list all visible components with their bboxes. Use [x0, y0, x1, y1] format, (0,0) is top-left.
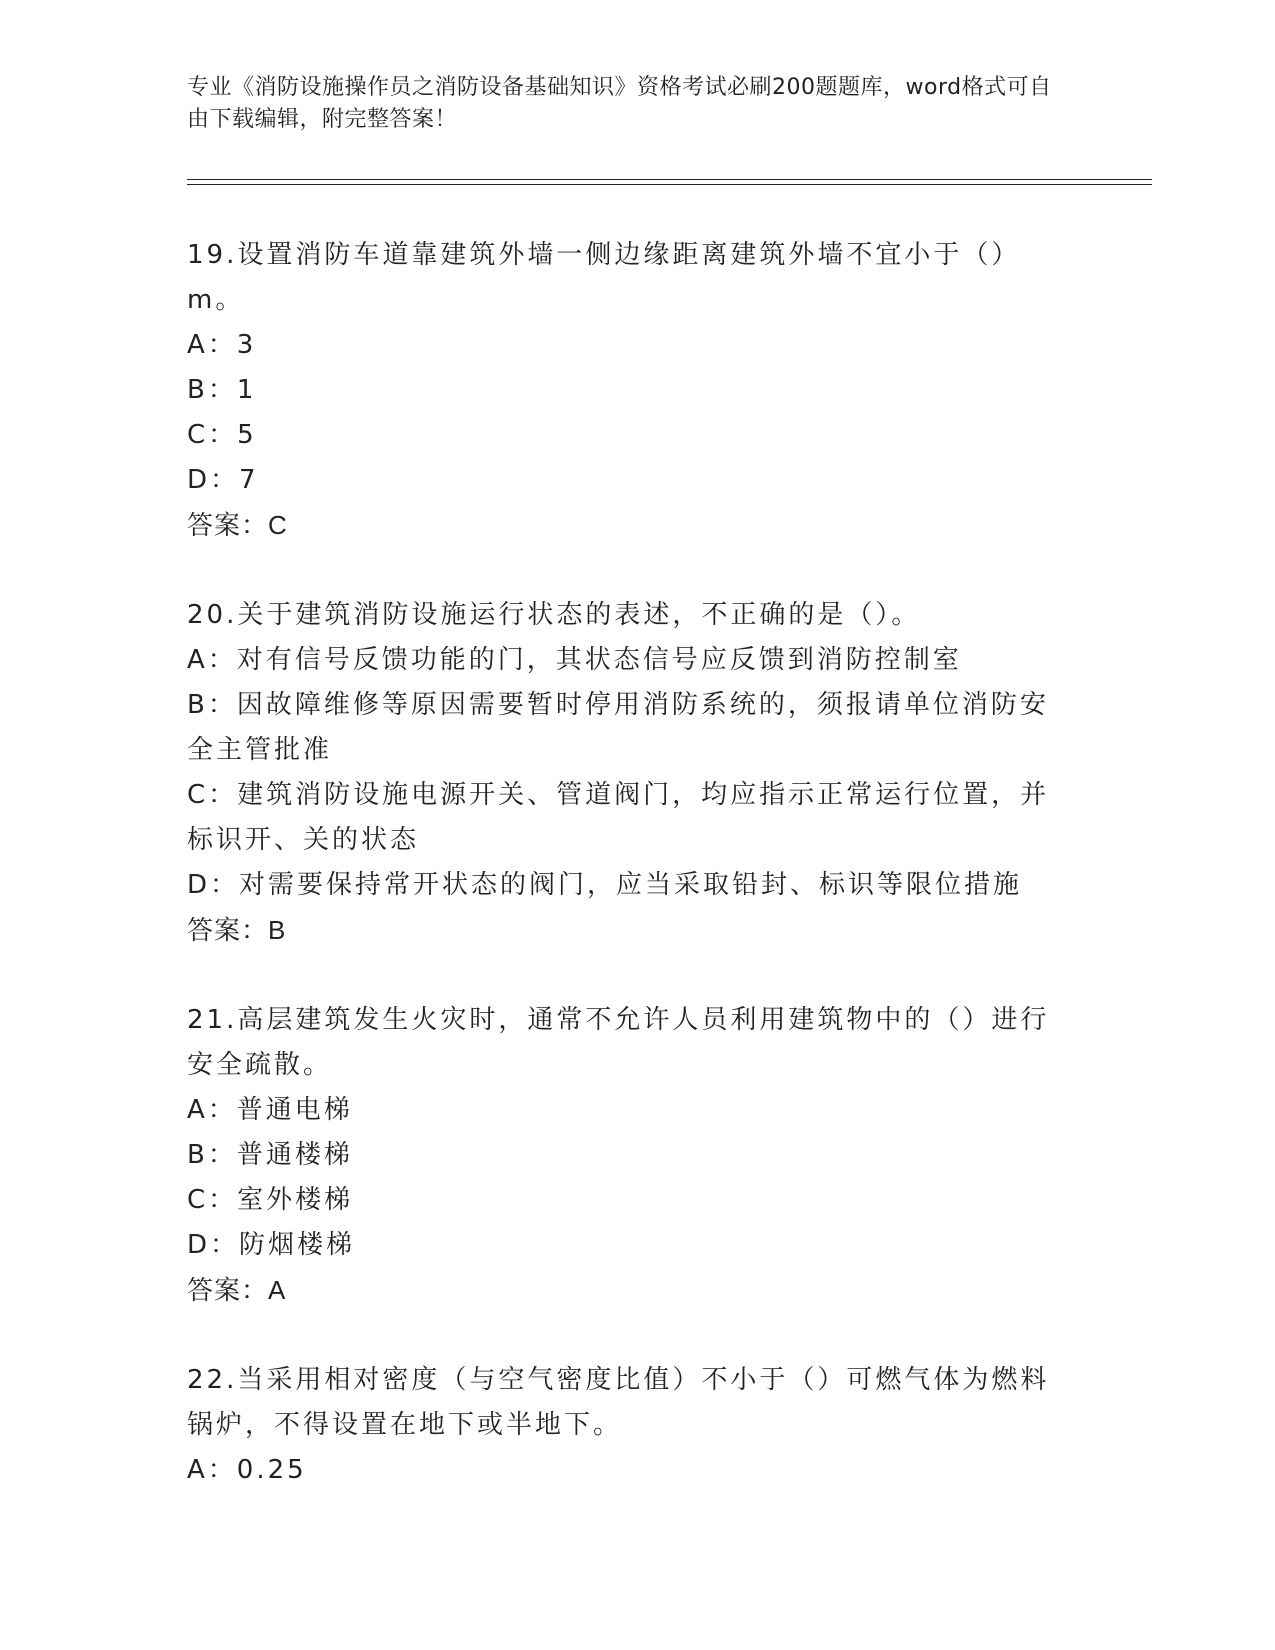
- header-divider-top: [187, 179, 1152, 180]
- question-stem: 21.高层建筑发生火灾时，通常不允许人员利用建筑物中的（）进行安全疏散。: [187, 1005, 1050, 1080]
- question-stem: 22.当采用相对密度（与空气密度比值）不小于（）可燃气体为燃料锅炉，不得设置在地下或半地下。: [187, 1365, 1050, 1440]
- question-19: [187, 233, 1067, 548]
- answer: 答案：A: [187, 1275, 287, 1305]
- option-a: A：普通电梯: [187, 1095, 353, 1125]
- option-d: D：对需要保持常开状态的阀门，应当采取铅封、标识等限位措施: [187, 870, 1023, 900]
- option-b: B：1: [187, 375, 257, 405]
- option-d: D：防烟楼梯: [187, 1230, 356, 1260]
- question-stem: 19.设置消防车道靠建筑外墙一侧边缘距离建筑外墙不宜小于（）m。: [187, 240, 1021, 315]
- option-d: D：7: [187, 465, 259, 495]
- option-c: C：室外楼梯: [187, 1185, 354, 1215]
- option-b: B：普通楼梯: [187, 1140, 353, 1170]
- option-c: C：建筑消防设施电源开关、管道阀门，均应指示正常运行位置，并标识开、关的状态: [187, 780, 1050, 855]
- answer: 答案：C: [187, 510, 288, 540]
- document-header: 专业《消防设施操作员之消防设备基础知识》资格考试必刷200题题库，word格式可自由下载编辑，附完整答案！: [187, 75, 1052, 132]
- question-20: [187, 593, 1067, 953]
- option-b: B：因故障维修等原因需要暂时停用消防系统的，须报请单位消防安全主管批准: [187, 690, 1049, 765]
- option-a: A：0.25: [187, 1455, 307, 1485]
- answer: 答案：B: [187, 915, 287, 945]
- question-stem: 20.关于建筑消防设施运行状态的表述，不正确的是（）。: [187, 600, 921, 630]
- question-21: [187, 998, 1067, 1313]
- option-c: C：5: [187, 420, 257, 450]
- header-divider-bottom: [187, 184, 1152, 185]
- question-22: [187, 1358, 1067, 1493]
- question-list: [187, 233, 1067, 1538]
- option-a: A：3: [187, 330, 257, 360]
- option-a: A：对有信号反馈功能的门，其状态信号应反馈到消防控制室: [187, 645, 962, 675]
